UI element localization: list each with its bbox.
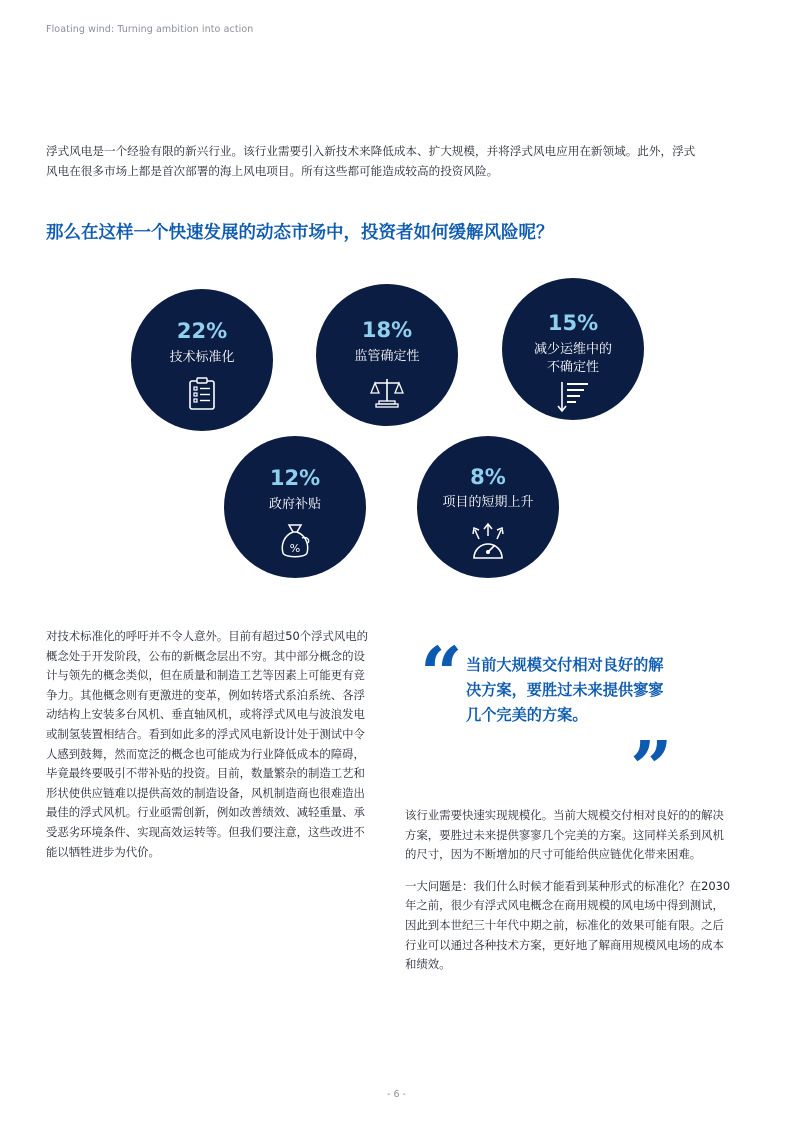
stat-label: 监管确定性 bbox=[354, 349, 420, 364]
pull-quote bbox=[466, 653, 702, 728]
stat-circle-standardization bbox=[131, 289, 273, 431]
stat-circle-subsidies bbox=[224, 436, 366, 578]
quote-close-mark: ” bbox=[630, 726, 673, 812]
stat-percent: 18% bbox=[361, 318, 413, 342]
scales-icon bbox=[370, 376, 404, 410]
stat-percent: 22% bbox=[176, 319, 228, 343]
section-question: 那么在这样一个快速发展的动态市场中，投资者如何缓解风险呢？ bbox=[46, 223, 554, 243]
stat-circle-om-uncertainty bbox=[502, 278, 644, 420]
stat-label-line1: 减少运维中的 bbox=[533, 342, 612, 357]
stat-percent: 8% bbox=[470, 465, 506, 489]
stat-label: 项目的短期上升 bbox=[442, 495, 534, 510]
speedometer-icon bbox=[468, 522, 508, 562]
stat-percent: 15% bbox=[547, 311, 599, 335]
body-column-right bbox=[405, 806, 735, 975]
quote-open-mark: “ bbox=[420, 632, 463, 718]
stat-label: 技术标准化 bbox=[169, 350, 235, 365]
pull-quote-line: 当前大规模交付相对良好的解 bbox=[466, 656, 664, 674]
pull-quote-line: 决方案，要胜过未来提供寥寥 bbox=[466, 681, 664, 699]
running-header: Floating wind: Turning ambition into action bbox=[46, 24, 254, 35]
body-paragraph-left: 对技术标准化的呼吁并不令人意外。目前有超过50个浮式风电的概念处于开发阶段，公布的新概念层出不穷。其中部分概念的设计与领先的概念类似，但在质量和制造工艺等因素上可能更有竞争力。其他概念则有更激进的变革，例如转塔式系泊系统、各浮动结构上安装多台风机、垂直轴风机，或将浮式风电与波浪发电或制氢装置相结合。看到如此多的浮式风电新设计处于测试中令人感到鼓舞，然而宽泛的概念也可能成为行业降低成本的障碍，毕竟最终要吸引不带补贴的投资。目前，数量繁杂的制造工艺和形状使供应链难以提供高效的制造设备，风机制造商也很难造出最佳的浮式风机。行业亟需创新，例如改善绩效、减轻重量、承受恶劣环境条件、实现高效运转等。但我们要注意，这些改进不能以牺牲进步为代价。 bbox=[46, 629, 369, 859]
body-paragraph: 该行业需要快速实现规模化。当前大规模交付相对良好的的解决方案，要胜过未来提供寥寥几个完美的方案。这同样关系到风机的尺寸，因为不断增加的尺寸可能给供应链优化带来困难。 bbox=[405, 808, 724, 862]
body-paragraph: 一大问题是：我们什么时候才能看到某种形式的标准化？在2030年之前，很少有浮式风电概念在商用规模的风电场中得到测试，因此到本世纪三十年代中期之前，标准化的效果可能有限。之后行业可以通过各种技术方案，更好地了解商用规模风电场的成本和绩效。 bbox=[405, 878, 731, 972]
checklist-icon bbox=[187, 377, 217, 411]
intro-paragraph: 浮式风电是一个经验有限的新兴行业。该行业需要引入新技术来降低成本、扩大规模，并将浮式风电应用在新领域。此外，浮式风电在很多市场上都是首次部署的海上风电项目。所有这些都可能造成较高的投资风险。 bbox=[46, 144, 696, 178]
stat-label: 政府补贴 bbox=[268, 497, 321, 512]
page-number: - 6 - bbox=[387, 1089, 406, 1100]
money-bag-icon bbox=[278, 522, 312, 560]
stat-percent: 12% bbox=[269, 466, 321, 490]
stat-circle-regulatory bbox=[316, 284, 458, 426]
svg-text:%: % bbox=[289, 542, 301, 555]
stat-label-line2: 不确定性 bbox=[546, 360, 599, 375]
stat-circle-short-term-ramp bbox=[417, 436, 559, 578]
pull-quote-line: 几个完美的方案。 bbox=[466, 706, 588, 724]
decreasing-bars-icon bbox=[556, 380, 590, 414]
